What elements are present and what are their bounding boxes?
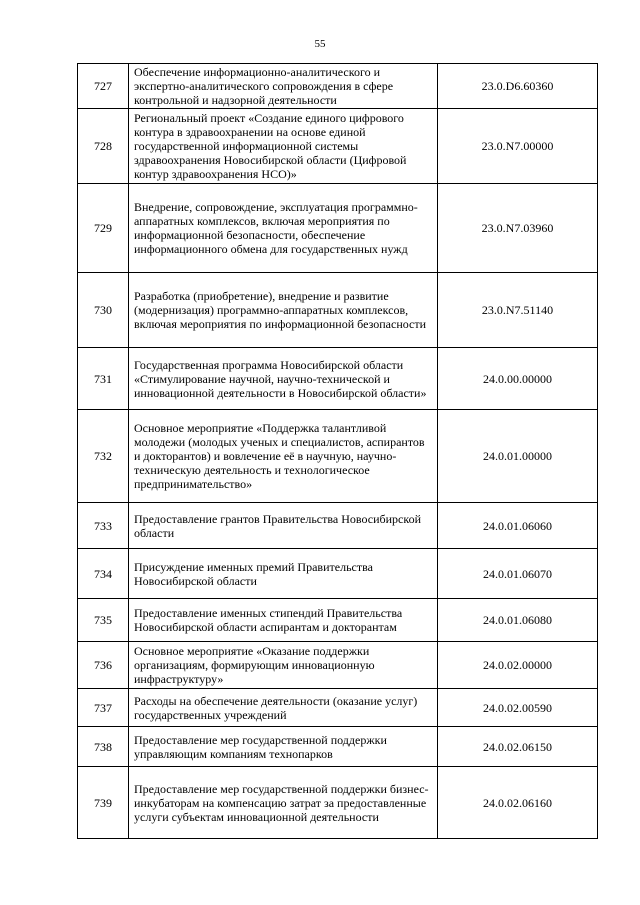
row-name: Предоставление именных стипендий Правительства Новосибирской области аспирантам и докторантам	[129, 599, 438, 642]
row-code: 23.0.N7.51140	[438, 273, 598, 348]
row-name: Внедрение, сопровождение, эксплуатация программно-аппаратных комплексов, включая мероприятия по информационной безопасности, обеспечение информационного обмена для государственных нужд	[129, 184, 438, 273]
table-row	[78, 109, 598, 184]
row-number: 735	[78, 599, 129, 642]
row-name: Предоставление мер государственной поддержки бизнес-инкубаторам на компенсацию затрат за предоставленные услуги субъектам инновационной деятельности	[129, 767, 438, 839]
row-code: 24.0.02.00000	[438, 642, 598, 689]
row-number: 729	[78, 184, 129, 273]
row-name: Обеспечение информационно-аналитического и экспертно-аналитического сопровождения в сфере контрольной и надзорной деятельности	[129, 64, 438, 109]
row-code: 23.0.N7.03960	[438, 184, 598, 273]
table-row	[78, 767, 598, 839]
row-name: Государственная программа Новосибирской области «Стимулирование научной, научно-технической и инновационной деятельности в Новосибирской области»	[129, 348, 438, 410]
row-number: 734	[78, 549, 129, 599]
row-name: Региональный проект «Создание единого цифрового контура в здравоохранении на основе единой государственной информационной системы здравоохранения Новосибирской области (Цифровой контур здравоохранения НСО)»	[129, 109, 438, 184]
table-row	[78, 503, 598, 549]
row-number: 733	[78, 503, 129, 549]
row-code: 24.0.01.06060	[438, 503, 598, 549]
row-name: Предоставление мер государственной поддержки управляющим компаниям технопарков	[129, 727, 438, 767]
row-name: Разработка (приобретение), внедрение и развитие (модернизация) программно-аппаратных комплексов, включая мероприятия по информационной безопасности	[129, 273, 438, 348]
row-name: Расходы на обеспечение деятельности (оказание услуг) государственных учреждений	[129, 689, 438, 727]
row-code: 24.0.01.00000	[438, 410, 598, 503]
table-row	[78, 410, 598, 503]
row-code: 24.0.01.06070	[438, 549, 598, 599]
table-row	[78, 549, 598, 599]
row-number: 737	[78, 689, 129, 727]
row-code: 24.0.02.00590	[438, 689, 598, 727]
row-code: 23.0.D6.60360	[438, 64, 598, 109]
table-row	[78, 64, 598, 109]
row-code: 24.0.02.06150	[438, 727, 598, 767]
page-number: 55	[314, 38, 326, 50]
row-number: 739	[78, 767, 129, 839]
table-row	[78, 689, 598, 727]
row-name: Предоставление грантов Правительства Новосибирской области	[129, 503, 438, 549]
row-name: Присуждение именных премий Правительства Новосибирской области	[129, 549, 438, 599]
row-code: 24.0.02.06160	[438, 767, 598, 839]
row-number: 730	[78, 273, 129, 348]
row-name: Основное мероприятие «Оказание поддержки организациям, формирующим инновационную инфраструктуру»	[129, 642, 438, 689]
row-name: Основное мероприятие «Поддержка талантливой молодежи (молодых ученых и специалистов, аспирантов и докторантов) и вовлечение её в научную, научно-техническую деятельность и технологическое предпринимательство»	[129, 410, 438, 503]
row-code: 24.0.01.06080	[438, 599, 598, 642]
row-number: 727	[78, 64, 129, 109]
budget-classification-table	[77, 63, 598, 839]
row-number: 736	[78, 642, 129, 689]
table-row	[78, 642, 598, 689]
table-row	[78, 599, 598, 642]
table-row	[78, 273, 598, 348]
row-number: 728	[78, 109, 129, 184]
row-number: 731	[78, 348, 129, 410]
table-row	[78, 727, 598, 767]
row-code: 23.0.N7.00000	[438, 109, 598, 184]
table-row	[78, 184, 598, 273]
table-row	[78, 348, 598, 410]
row-number: 738	[78, 727, 129, 767]
row-number: 732	[78, 410, 129, 503]
row-code: 24.0.00.00000	[438, 348, 598, 410]
